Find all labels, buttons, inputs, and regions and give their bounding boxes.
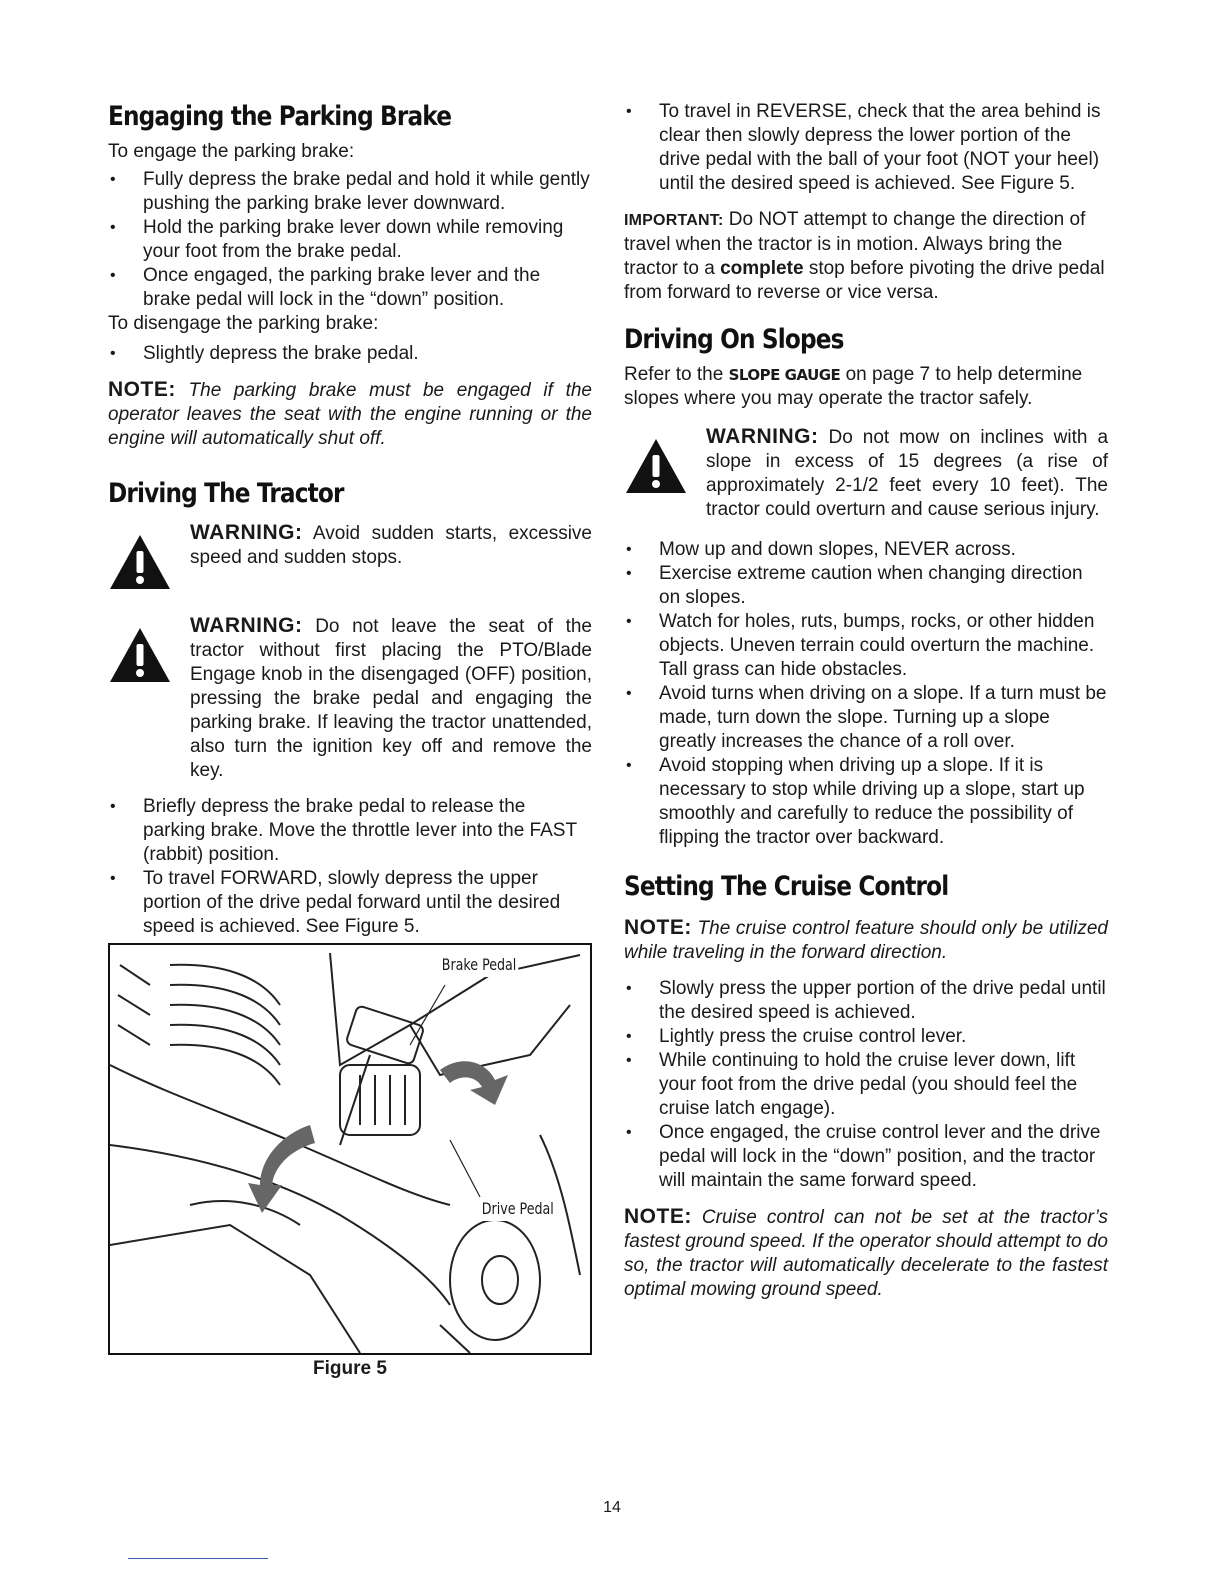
drive-pedal-label: Drive Pedal [480,1197,556,1221]
footer-rule [128,1558,268,1559]
parking-engage-intro: To engage the parking brake: [108,141,355,162]
driving-slopes-heading: Driving On Slopes [624,324,844,355]
left-column [108,100,592,1381]
tractor-pedals-drawing [110,945,590,1353]
list-item: • Fully depress the brake pedal and hold it while gently pushing the parking brake lever downward. [108,168,592,216]
driving-list [108,795,592,939]
list-item: • Once engaged, the cruise control lever and the drive pedal will lock in the “down” position, and the tractor will maintain the same forward speed. [624,1121,1108,1193]
list-item: • Avoid stopping when driving up a slope. If it is necessary to stop while driving up a slope, start up smoothly and carefully to reduce the possibility of flipping the tractor over backward. [624,754,1108,850]
important-text: stop before pivoting the drive pedal from forward to reverse or vice versa. [624,258,1105,303]
note-text: Cruise control can not be set at the tractor’s fastest ground speed. If the operator should attempt to do so, the tractor will automatically decelerate to the fastest optimal mowing ground speed. [624,1207,1109,1300]
slopes-intro [624,363,1108,411]
warning-triangle-icon [624,425,706,522]
cruise-control-heading: Setting The Cruise Control [624,871,949,902]
important-paragraph [624,208,1108,305]
note-text: The parking brake must be engaged if the operator leaves the seat with the engine running or the engine will automatically shut off. [108,380,592,449]
warning-body [190,521,592,598]
right-column [624,100,1108,1302]
slopes-intro-text: Refer to the [624,364,724,385]
driving-tractor-heading: Driving The Tractor [108,478,344,509]
parking-disengage-list [108,342,592,366]
warning-text: Avoid sudden starts, excessive speed and sudden stops. [190,523,592,568]
list-item: • Slowly press the upper portion of the drive pedal until the desired speed is achieved. [624,977,1108,1025]
cruise-note [624,916,1108,965]
figure-caption: Figure 5 [313,1358,387,1379]
warning-triangle-icon [108,521,190,598]
reverse-list [624,100,1108,196]
list-item: • Watch for holes, ruts, bumps, rocks, or other hidden objects. Uneven terrain could overturn the machine. Tall grass can hide obstacles. [624,610,1108,682]
brake-pedal-label: Brake Pedal [440,953,518,977]
parking-engage-list [108,168,592,312]
warning-triangle-icon [108,614,190,783]
warning-text: Do not mow on inclines with a slope in excess of 15 degrees (a rise of approximately 2-1/2 feet every 10 feet). The tractor could overturn and cause serious injury. [706,427,1109,520]
slope-gauge-ref: SLOPE GAUGE [728,366,841,384]
list-item: • Avoid turns when driving on a slope. If a turn must be made, turn down the slope. Turning up a slope greatly increases the chance of a roll over. [624,682,1108,754]
page-number: 14 [603,1499,621,1516]
warning-body [190,614,592,783]
important-text: Do NOT attempt to change the direction of travel when the tractor is in motion. Always bring the tractor to a [624,209,1086,279]
parking-brake-heading: Engaging the Parking Brake [108,101,452,132]
note-text: The cruise control feature should only be utilized while traveling in the forward direction. [624,918,1108,963]
cruise-list [624,977,1108,1193]
parking-disengage-intro: To disengage the parking brake: [108,313,379,334]
important-bold: complete [720,258,804,279]
cruise-note [624,1205,1108,1302]
list-item: • Mow up and down slopes, NEVER across. [624,538,1108,562]
list-item: • Exercise extreme caution when changing direction on slopes. [624,562,1108,610]
warning-label: WARNING: [190,521,303,544]
slopes-list [624,538,1108,850]
figure-5-illustration [108,943,592,1355]
list-item: • To travel in REVERSE, check that the area behind is clear then slowly depress the lower portion of the drive pedal with the ball of your foot (NOT your heel) until the desired speed is achieved. See Figure 5. [624,100,1108,196]
note-label: NOTE: [624,916,692,939]
slopes-intro-text: on page 7 to help determine slopes where you may operate the tractor safely. [624,364,1083,409]
warning-body [706,425,1108,522]
list-item: • Slightly depress the brake pedal. [108,342,592,366]
warning-block [108,614,592,783]
list-item: • To travel FORWARD, slowly depress the upper portion of the drive pedal forward until the desired speed is achieved. See Figure 5. [108,867,592,939]
parking-note [108,378,592,451]
warning-block [624,425,1108,522]
warning-block [108,521,592,598]
warning-label: WARNING: [190,614,303,637]
warning-label: WARNING: [706,425,819,448]
warning-text: Do not leave the seat of the tractor without first placing the PTO/Blade Engage knob in the disengaged (OFF) position, pressing the brake pedal and engaging the parking brake. If leaving the tractor unattended, also turn the ignition key off and remove the key. [190,616,592,781]
list-item: • Hold the parking brake lever down while removing your foot from the brake pedal. [108,216,592,264]
list-item: • Lightly press the cruise control lever. [624,1025,1108,1049]
note-label: NOTE: [624,1205,692,1228]
important-label: IMPORTANT: [624,212,724,229]
list-item: • While continuing to hold the cruise lever down, lift your foot from the drive pedal (you should feel the cruise latch engage). [624,1049,1108,1121]
note-label: NOTE: [108,378,176,401]
list-item: • Once engaged, the parking brake lever and the brake pedal will lock in the “down” position. [108,264,592,312]
list-item: • Briefly depress the brake pedal to release the parking brake. Move the throttle lever into the FAST (rabbit) position. [108,795,592,867]
